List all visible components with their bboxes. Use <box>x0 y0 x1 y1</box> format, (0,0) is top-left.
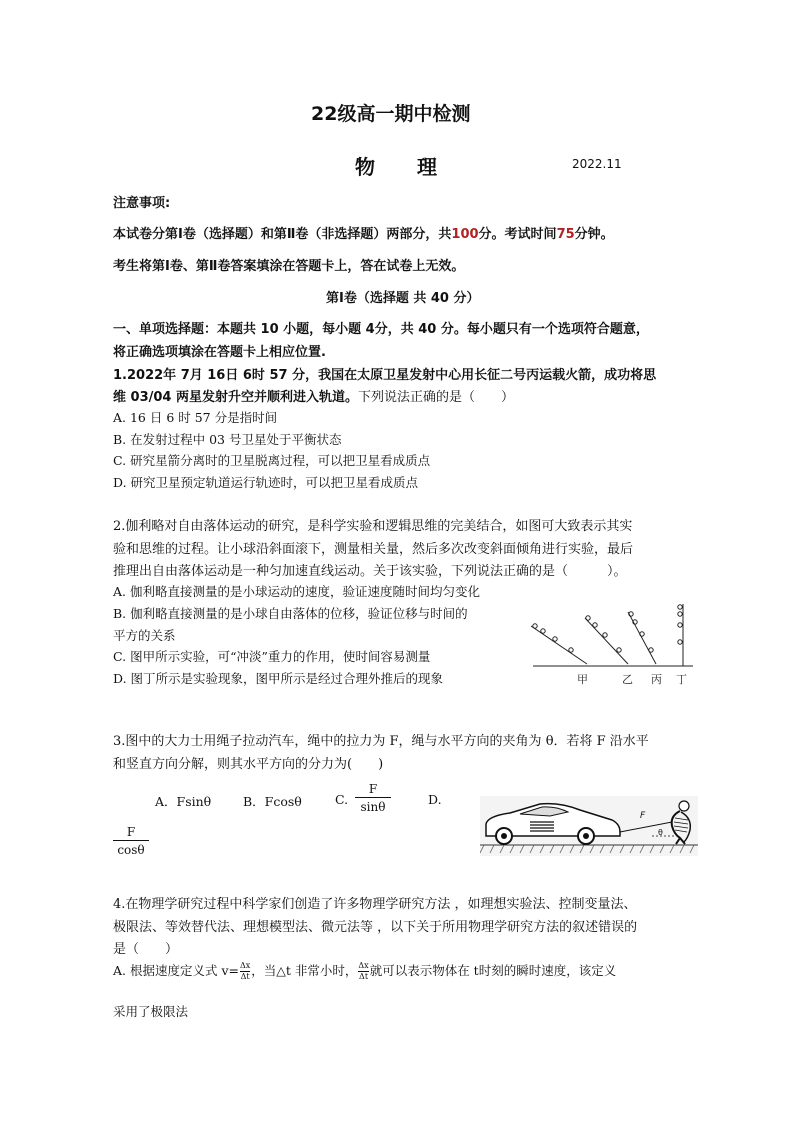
notice-line-1b: 分。考试时间 <box>478 227 557 242</box>
velocity-fraction-denominator: Δt <box>240 972 250 981</box>
q2-option-b-line-1: B. 伽利略直接测量的是小球自由落体的位移，验证位移与时间的 <box>113 606 468 621</box>
exam-time: 75 <box>556 227 575 242</box>
q2-line-2: 验和思维的过程。让小球沿斜面滚下，测量相关量，然后多次改变斜面倾角进行实验，最后 <box>113 542 634 557</box>
q3-option-c-denominator: sinθ <box>360 800 386 814</box>
q1-option-b: B. 在发射过程中 03 号卫星处于平衡状态 <box>113 432 342 447</box>
notice-line-1 <box>113 223 614 242</box>
q3-line-2: 和竖直方向分解，则其水平方向的分力为( ) <box>113 757 384 772</box>
q3-option-d-denominator: cosθ <box>117 843 145 857</box>
label-jia: 甲 <box>577 673 588 686</box>
q4-option-a-line-1 <box>113 961 616 982</box>
q2-option-c: C. 图甲所示实验，可“冲淡”重力的作用，使时间容易测量 <box>113 649 431 664</box>
ball <box>586 616 590 620</box>
exam-title: 22级高一期中检测 <box>311 103 471 125</box>
incline-yi <box>585 618 628 664</box>
exam-date: 2022.11 <box>572 157 622 171</box>
ball <box>569 648 573 652</box>
ball <box>533 624 537 628</box>
notice-heading: 注意事项: <box>113 196 171 211</box>
q3-option-d-numerator: F <box>113 825 149 841</box>
wheel-hub <box>583 833 589 839</box>
q4-option-a-line-2: 采用了极限法 <box>113 1004 189 1019</box>
q3-option-b: B．Fcosθ <box>243 794 302 809</box>
q3-option-d-fraction <box>113 825 149 857</box>
ball <box>553 637 557 641</box>
velocity-fraction-2 <box>358 961 368 982</box>
velocity-fraction-2-denominator: Δt <box>359 972 369 981</box>
label-yi: 乙 <box>622 673 633 686</box>
angle-label: θ <box>658 828 663 837</box>
q3-option-c-fraction <box>355 782 391 814</box>
q1-option-d: D. 研究卫星预定轨道运行轨迹时，可以把卫星看成质点 <box>113 475 419 490</box>
label-bing: 丙 <box>651 673 662 686</box>
q2-option-a: A. 伽利略直接测量的是小球运动的速度，验证速度随时间均匀变化 <box>113 584 480 599</box>
q3-option-a: A．Fsinθ <box>155 794 212 809</box>
q4-line-1: 4.在物理学研究过程中科学家们创造了许多物理学研究方法 ，如理想实验法、控制变量法、 <box>113 897 637 912</box>
ball <box>649 648 653 652</box>
galileo-incline-figure <box>525 598 700 688</box>
part1-heading: 第Ⅰ卷（选择题 共 40 分） <box>326 291 480 306</box>
notice-line-1c: 分钟。 <box>574 227 614 242</box>
q3-option-c-prefix: C. <box>335 792 349 807</box>
q3-line-1: 3.图中的大力士用绳子拉动汽车，绳中的拉力为 F，绳与水平方向的夹角为 θ．若将 F 沿水平 <box>113 734 649 749</box>
label-ding: 丁 <box>676 673 687 686</box>
q2-line-1: 2.伽利略对自由落体运动的研究，是科学实验和逻辑思维的完美结合，如图可大致表示其实 <box>113 519 633 534</box>
q1-line-2-bold: 维 03/04 两星发射升空并顺利进入轨道。 <box>113 390 358 405</box>
q3-option-d-prefix: D. <box>428 792 442 807</box>
velocity-fraction-2-numerator: Δx <box>358 961 369 970</box>
subject-char-1: 物 <box>355 155 377 179</box>
q2-line-3: 推理出自由落体运动是一种匀加速直线运动。关于该实验，下列说法正确的是（ ）。 <box>113 564 627 579</box>
subject-char-2: 理 <box>417 155 439 179</box>
q4-option-a-part-2: ，当△t 非常小时， <box>251 963 358 978</box>
ball <box>640 632 644 636</box>
q2-option-b-line-2: 平方的关系 <box>113 628 176 643</box>
notice-line-2: 考生将第Ⅰ卷、第Ⅱ卷答案填涂在答题卡上，答在试卷上无效。 <box>113 259 465 274</box>
q2-option-d: D. 图丁所示是实验现象，图甲所示是经过合理外推后的现象 <box>113 671 444 686</box>
q1-line-1: 1.2022年 7月 16日 6时 57 分，我国在太原卫星发射中心用长征二号丙运载火箭，成功将思 <box>113 368 657 383</box>
q1-line-2-rest: 下列说法正确的是（ ） <box>357 390 514 405</box>
q1-option-a: A. 16 日 6 时 57 分是指时间 <box>113 410 278 425</box>
section1-line-2: 将正确选项填涂在答题卡上相应位置. <box>113 345 326 360</box>
ball <box>593 623 597 627</box>
total-score: 100 <box>451 227 479 242</box>
incline-jia <box>531 626 587 664</box>
q4-line-2: 极限法、等效替代法、理想模型法、微元法等 ，以下关于所用物理学研究方法的叙述错误的 <box>113 920 638 935</box>
ball <box>678 623 682 627</box>
notice-line-1a: 本试卷分第Ⅰ卷（选择题）和第Ⅱ卷（非选择题）两部分，共 <box>113 227 452 242</box>
ball <box>678 612 682 616</box>
ball <box>678 640 682 644</box>
ball <box>603 633 607 637</box>
velocity-fraction <box>240 961 250 982</box>
section1-line-1: 一、单项选择题：本题共 10 小题，每小题 4分，共 40 分。每小题只有一个选项符合题意， <box>113 322 649 337</box>
incline-bing <box>628 612 656 664</box>
ball <box>678 605 682 609</box>
subject-title <box>355 151 439 180</box>
q4-option-a-part-1: A. 根据速度定义式 v= <box>113 963 239 978</box>
q4-option-a-part-3: 就可以表示物体在 t时刻的瞬时速度，该定义 <box>369 963 617 978</box>
wheel-hub <box>501 833 507 839</box>
ball <box>617 648 621 652</box>
q3-option-c-numerator: F <box>355 782 391 798</box>
velocity-fraction-numerator: Δx <box>239 961 251 970</box>
ball <box>541 629 545 633</box>
strongman-head <box>679 801 689 811</box>
force-label: F <box>640 811 646 821</box>
strongman-car-figure <box>480 796 698 856</box>
q1-option-c: C. 研究星箭分离时的卫星脱离过程，可以把卫星看成质点 <box>113 453 431 468</box>
q4-line-3: 是（ ） <box>113 942 179 957</box>
q1-line-2 <box>113 386 514 405</box>
